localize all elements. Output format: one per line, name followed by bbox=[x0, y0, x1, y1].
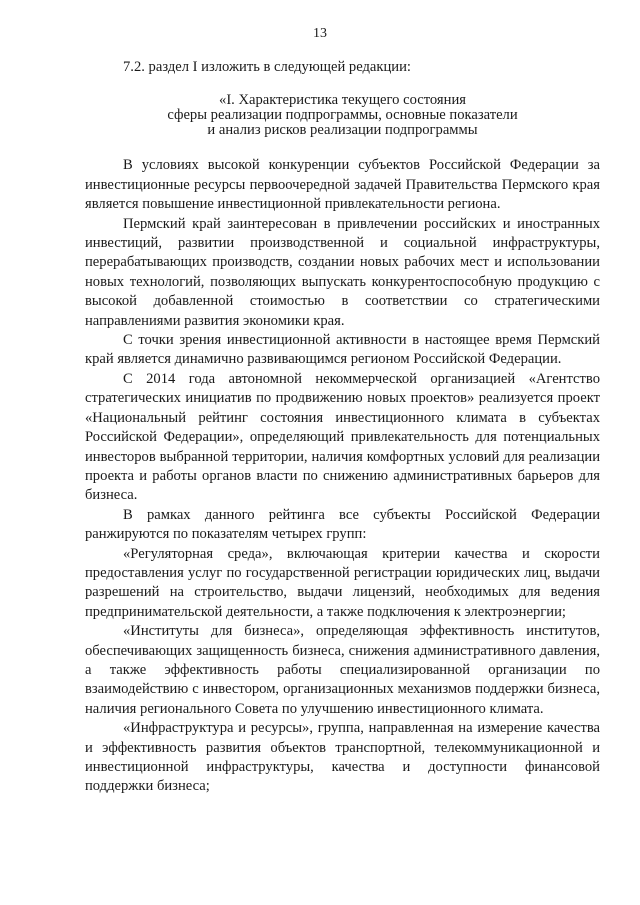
document-body bbox=[85, 58, 600, 797]
paragraph-regulatory-environment: «Регуляторная среда», включающая критерии качества и скорости предоставления услуг по государственной регистрации юридических лиц, выдачи разрешений на строительство, выдачи лицензий, необходимых для ведения предпринимательской деятельности, а также подключения к электроэнергии; bbox=[85, 545, 600, 620]
paragraph: С точки зрения инвестиционной активности в настоящее время Пермский край является динамично развивающимся регионом Российской Федерации. bbox=[85, 332, 600, 368]
paragraph: С 2014 года автономной некоммерческой организацией «Агентство стратегических инициатив по продвижению новых проектов» реализуется проект «Национальный рейтинг состояния инвестиционного климата в субъектах Российской Федерации», определяющий привлекательность для потенциальных инвесторов выбранной территории, наличия комфортных условий для реализации проекта и работы органов власти по снижению административных барьеров для бизнеса. bbox=[85, 370, 600, 504]
page-number: 13 bbox=[313, 26, 327, 41]
section-heading-line: сферы реализации подпрограммы, основные показатели bbox=[167, 107, 518, 124]
paragraph-infrastructure-resources: «Инфраструктура и ресурсы», группа, направленная на измерение качества и эффективность развития объектов транспортной, телекоммуникационной и инвестиционной инфраструктуры, качества и доступности финансовой поддержки бизнеса; bbox=[85, 720, 600, 795]
paragraph: В условиях высокой конкуренции субъектов Российской Федерации за инвестиционные ресурсы первоочередной задачей Правительства Пермского края является повышение инвестиционной привлекательности региона. bbox=[85, 157, 600, 213]
section-heading-line: «I. Характеристика текущего состояния bbox=[219, 92, 466, 109]
section-heading bbox=[85, 93, 600, 138]
section-heading-line: и анализ рисков реализации подпрограммы bbox=[207, 122, 478, 139]
paragraph: В рамках данного рейтинга все субъекты Российской Федерации ранжируются по показателям четырех групп: bbox=[85, 506, 600, 543]
amendment-intro: 7.2. раздел I изложить в следующей редакции: bbox=[123, 59, 411, 75]
paragraph: Пермский край заинтересован в привлечении российских и иностранных инвестиций, развитии производственной и социальной инфраструктуры, перерабатывающих производств, создании новых рабочих мест и использовании новых технологий, позволяющих выпускать конкурентоспособную продукцию с высокой добавленной стоимостью в соответствии со стратегическими направлениями развития экономики края. bbox=[85, 215, 600, 329]
paragraph-business-institutions: «Институты для бизнеса», определяющая эффективность институтов, обеспечивающих защищенность бизнеса, снижения административного давления, а также эффективность работы специализированной организации по взаимодействию с инвестором, организационных механизмов поддержки бизнеса, наличия регионального Совета по улучшению инвестиционного климата. bbox=[85, 623, 600, 717]
